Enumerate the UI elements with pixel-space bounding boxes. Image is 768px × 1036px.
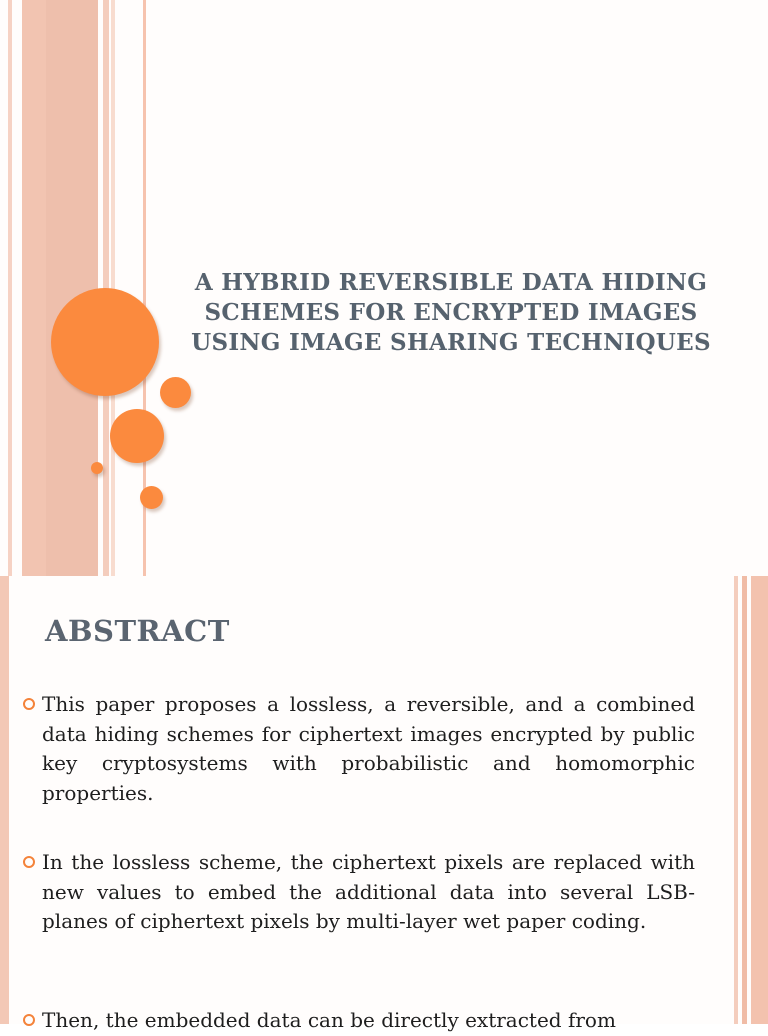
small-orange-circle (140, 486, 163, 509)
medium-orange-circle (110, 409, 164, 463)
tiny-orange-circle (91, 462, 103, 474)
bullet-item (42, 848, 695, 937)
bullet-text: In the lossless scheme, the ciphertext pixels are replaced with new values to embed the additional data into several LSB-planes of ciphertext pixels by multi-layer wet paper coding. (42, 850, 695, 933)
circle-bullet-icon (23, 1014, 35, 1026)
large-orange-circle (51, 288, 159, 396)
bullet-text: Then, the embedded data can be directly extracted from (42, 1008, 616, 1032)
bullet-text: This paper proposes a lossless, a reversible, and a combined data hiding schemes for ciphertext images encrypted by public key cryptosystems with probabilistic and homomorphic properties. (42, 692, 695, 805)
circle-bullet-icon (23, 698, 35, 710)
decorative-stripe (734, 576, 738, 1024)
decorative-stripe (0, 576, 9, 1024)
decorative-stripe (751, 576, 768, 1024)
decorative-stripe (742, 576, 747, 1024)
decorative-stripe (22, 0, 46, 576)
bullet-item (42, 1006, 695, 1036)
decorative-stripe (46, 0, 98, 576)
abstract-heading: ABSTRACT (45, 614, 230, 648)
slide-title: A HYBRID REVERSIBLE DATA HIDING SCHEMES FOR ENCRYPTED IMAGES USING IMAGE SHARING TECHNIQUES (191, 269, 711, 356)
small-orange-circle (160, 377, 191, 408)
circle-bullet-icon (23, 856, 35, 868)
decorative-stripe (8, 0, 12, 576)
bullet-item (42, 690, 695, 808)
